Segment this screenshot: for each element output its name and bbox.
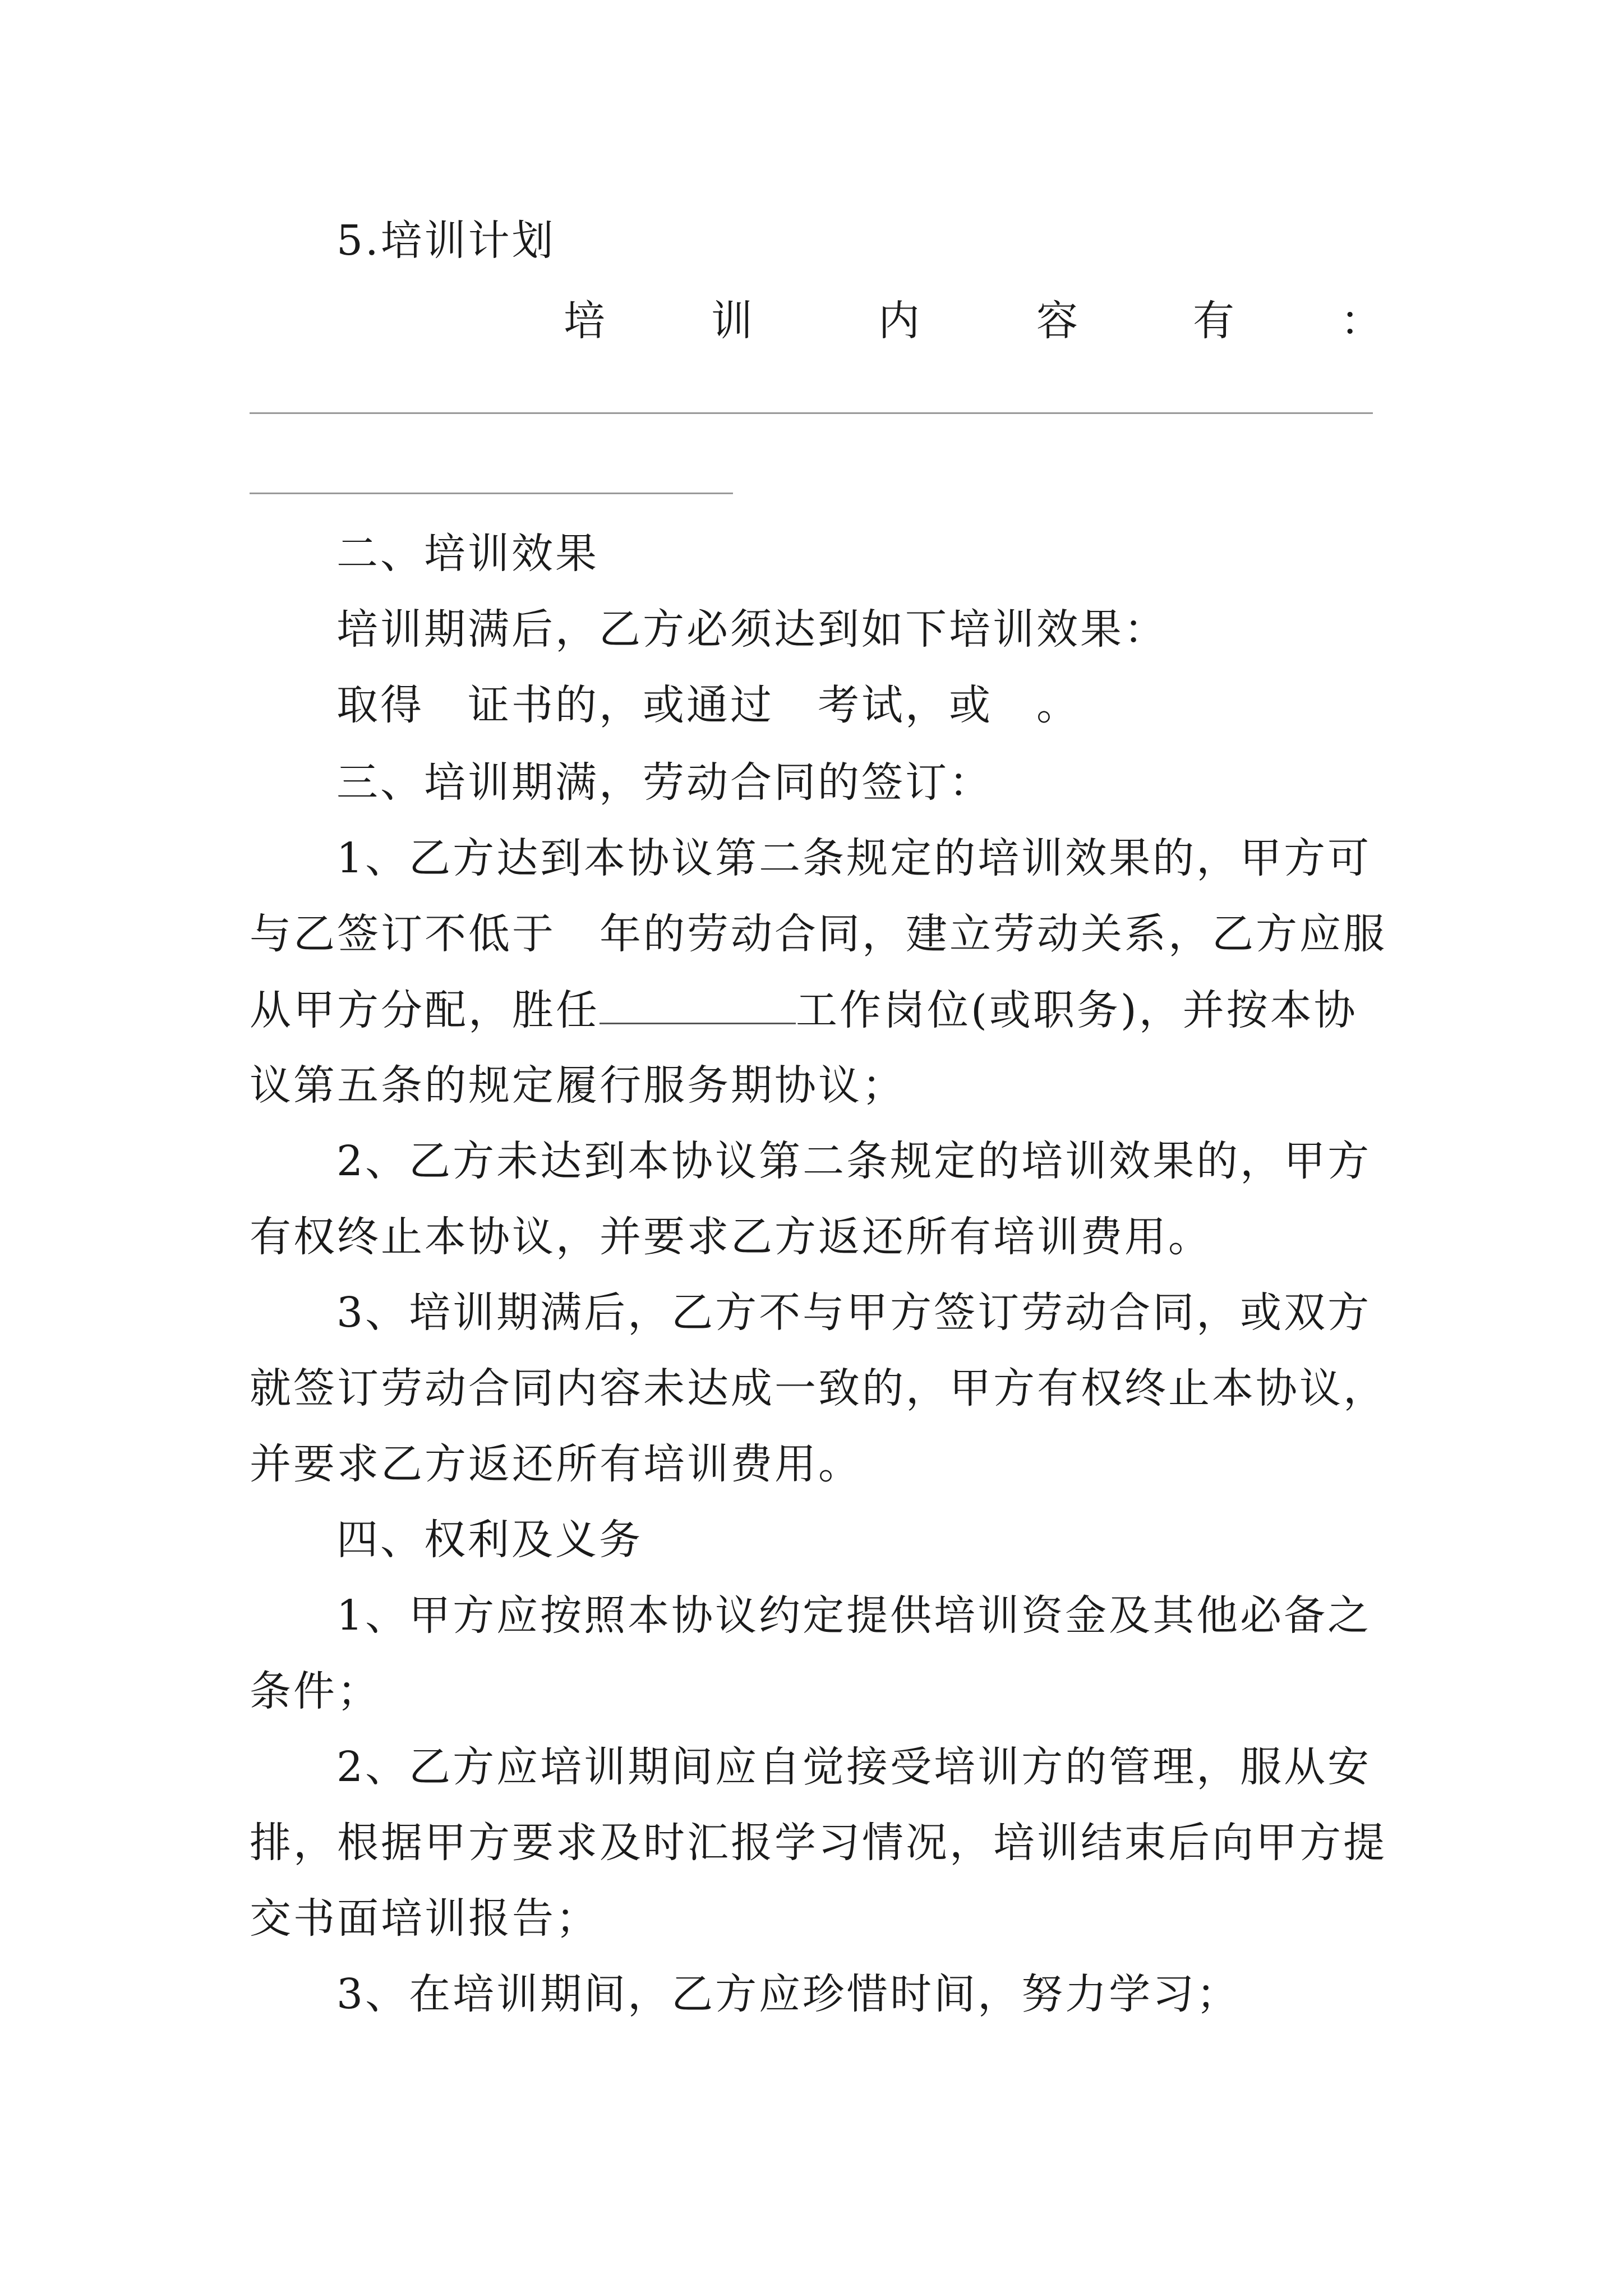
paragraph-line: 排，根据甲方要求及时汇报学习情况，培训结束后向甲方提 <box>250 1819 1387 1867</box>
contract-heading: 三、培训期满，劳动合同的签订： <box>336 758 993 807</box>
plan-heading: 5.培训计划 <box>336 217 556 265</box>
paragraph-line: 议第五条的规定履行服务期协议； <box>250 1061 906 1110</box>
content-label-char: 内 <box>878 297 920 345</box>
paragraph-line: 与乙签订不低于 年的劳动合同，建立劳动关系，乙方应服 <box>250 910 1387 958</box>
fill-in-line <box>250 412 1373 414</box>
content-label <box>0 297 1623 345</box>
paragraph-line <box>250 986 1358 1034</box>
paragraph-line: 并要求乙方返还所有培训费用。 <box>250 1440 862 1488</box>
effect-intro: 培训期满后，乙方必须达到如下培训效果： <box>336 605 1168 654</box>
paragraph-line: 就签订劳动合同内容未达成一致的，甲方有权终止本协议， <box>250 1364 1387 1412</box>
content-label-char: ： <box>1340 297 1382 345</box>
paragraph-line: 条件； <box>250 1667 381 1715</box>
rights-heading: 四、权利及义务 <box>336 1516 643 1564</box>
paragraph-line: 3、在培训期间，乙方应珍惜时间，努力学习； <box>336 1970 1241 2018</box>
paragraph-line: 2、乙方未达到本协议第二条规定的培训效果的，甲方 <box>336 1137 1372 1185</box>
content-label-char: 培 <box>564 297 605 345</box>
content-label-char: 容 <box>1036 297 1078 345</box>
text-segment: 工作岗位(或职务)，并按本协 <box>796 986 1358 1034</box>
paragraph-line: 有权终止本协议，并要求乙方返还所有培训费用。 <box>250 1213 1212 1261</box>
paragraph-line: 交书面培训报告； <box>250 1894 600 1943</box>
paragraph-line: 2、乙方应培训期间应自觉接受培训方的管理，服从安 <box>336 1743 1372 1791</box>
effect-line: 取得 证书的，或通过 考试，或 。 <box>336 681 1080 729</box>
fill-in-line <box>250 493 733 494</box>
text-segment: 从甲方分配，胜任 <box>250 986 600 1034</box>
content-label-char: 有 <box>1193 297 1234 345</box>
paragraph-line: 1、乙方达到本协议第二条规定的培训效果的，甲方可 <box>336 834 1372 882</box>
content-label-char: 训 <box>711 297 753 345</box>
blank-underline <box>600 989 796 1024</box>
paragraph-line: 1、甲方应按照本协议约定提供培训资金及其他必备之 <box>336 1591 1372 1640</box>
effect-heading: 二、培训效果 <box>336 530 599 578</box>
paragraph-line: 3、培训期满后，乙方不与甲方签订劳动合同，或双方 <box>336 1289 1372 1337</box>
